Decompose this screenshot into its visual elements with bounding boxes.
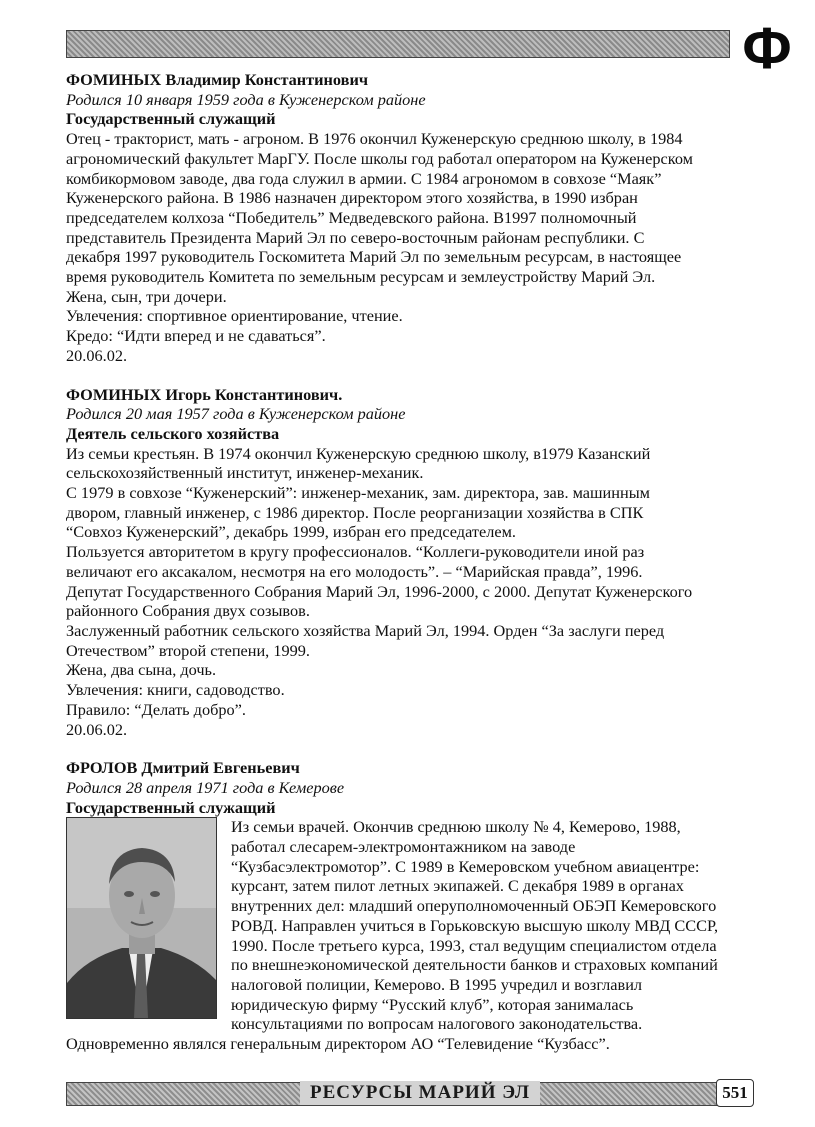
bio-line: Пользуется авторитетом в кругу профессионалов. “Коллеги-руководители иной раз [66, 542, 645, 562]
entry-date: 20.06.02. [66, 345, 128, 365]
bio-line: Отечеством” второй степени, 1999. [66, 640, 310, 660]
bio-line: агрономический факультет МарГУ. После школы год работал оператором на Куженерском [66, 148, 693, 168]
bio-line: декабря 1997 руководитель Госкомитета Марий Эл по земельным ресурсам, в настоящее [66, 247, 682, 267]
bio-line: Одновременно являлся генеральным директором АО “Телевидение “Кузбасс”. [66, 1034, 610, 1054]
footer-title: РЕСУРСЫ МАРИЙ ЭЛ [300, 1081, 540, 1105]
bio-line: величают его аксакалом, несмотря на его молодость”. – “Марийская правда”, 1996. [66, 561, 643, 581]
header-pattern-bar [66, 30, 730, 58]
entry-name: ФОМИНЫХ Владимир Константинович [66, 70, 369, 89]
page-number: 551 [716, 1079, 754, 1107]
entry-name: ФРОЛОВ Дмитрий Евгеньевич [66, 758, 300, 778]
bio-line: работал слесарем-электромонтажником на заводе [231, 837, 576, 857]
entry-profession: Государственный служащий [66, 797, 276, 817]
bio-line: РОВД. Направлен учиться в Горьковскую высшую школу МВД СССР, [231, 915, 719, 935]
bio-line: председателем колхоза “Победитель” Медведевского района. В1997 полномочный [66, 207, 637, 227]
bio-line: комбикормовом заводе, два года служил в армии. С 1984 агрономом в совхозе “Маяк” [66, 168, 662, 188]
bio-line: внутренних дел: младший оперуполномоченный ОБЭП Кемеровского [231, 896, 717, 916]
entry-date: 20.06.02. [66, 719, 128, 739]
entry-birth: Родился 20 мая 1957 года в Куженерском районе [66, 404, 406, 424]
bio-line: Правило: “Делать добро”. [66, 699, 246, 719]
bio-line: С 1979 в совхозе “Куженерский”: инженер-механик, зам. директора, зав. машинным [66, 483, 650, 503]
bio-line: Кредо: “Идти вперед и не сдаваться”. [66, 326, 326, 346]
bio-line: “Совхоз Куженерский”, декабрь 1999, избран его председателем. [66, 522, 516, 542]
bio-line: налоговой полиции, Кемерово. В 1995 учредил и возглавил [231, 974, 643, 994]
bio-line: Жена, два сына, дочь. [66, 660, 217, 680]
bio-line: курсант, затем пилот летных экипажей. С декабря 1989 в органах [231, 876, 684, 896]
bio-line: Увлечения: спортивное ориентирование, чтение. [66, 306, 403, 326]
bio-line: время руководитель Комитета по земельным ресурсам и землеустройству Марий Эл. [66, 267, 656, 287]
bio-line: “Кузбасэлектромотор”. С 1989 в Кемеровском учебном авиацентре: [231, 856, 700, 876]
entry-profession: Государственный служащий [66, 109, 276, 129]
portrait-photo [66, 817, 217, 1019]
bio-line: консультациями по вопросам налогового законодательства. [231, 1014, 643, 1034]
bio-line: районного Собрания двух созывов. [66, 601, 310, 621]
bio-line: Из семьи крестьян. В 1974 окончил Куженерскую среднюю школу, в1979 Казанский [66, 443, 651, 463]
bio-line: Увлечения: книги, садоводство. [66, 680, 285, 700]
bio-line: Из семьи врачей. Окончив среднюю школу № 4, Кемерово, 1988, [231, 817, 681, 837]
bio-line: юридическую фирму “Русский клуб”, которая занималась [231, 994, 634, 1014]
entry-fominykh-igor [66, 385, 766, 740]
bio-line: 1990. После третьего курса, 1993, стал ведущим специалистом отдела [231, 935, 717, 955]
bio-line: сельскохозяйственный институт, инженер-механик. [66, 463, 424, 483]
bio-line: двором, главный инженер, с 1986 директор. После реорганизации хозяйства в СПК [66, 502, 644, 522]
entry-birth: Родился 28 апреля 1971 года в Кемерове [66, 777, 345, 797]
entry-name: ФОМИНЫХ Игорь Константинович. [66, 384, 343, 404]
photo-text-block [66, 817, 766, 1034]
entry-frolov-dmitry [66, 758, 766, 1054]
entry-profession: Деятель сельского хозяйства [66, 423, 280, 443]
bio-line: Заслуженный работник сельского хозяйства Марий Эл, 1994. Орден “За заслуги перед [66, 620, 665, 640]
bio-line: Жена, сын, три дочери. [66, 286, 227, 306]
entry-birth: Родился 10 января 1959 года в Куженерском районе [66, 89, 426, 109]
section-letter: Ф [742, 16, 792, 81]
bio-line: представитель Президента Марий Эл по северо-восточным районам республики. С [66, 227, 645, 247]
bio-line: Отец - тракторист, мать - агроном. В 1976 окончил Куженерскую среднюю школу, в 1984 [66, 129, 683, 149]
bio-line: по внешнеэкономической деятельности банков и страховых компаний [231, 955, 718, 975]
bio-line: Депутат Государственного Собрания Марий Эл, 1996-2000, с 2000. Депутат Куженерского [66, 581, 693, 601]
bio-line: Куженерского района. В 1986 назначен директором этого хозяйства, в 1990 избран [66, 188, 638, 208]
entry-fominykh-vladimir [66, 70, 766, 366]
page-content [66, 70, 766, 1073]
